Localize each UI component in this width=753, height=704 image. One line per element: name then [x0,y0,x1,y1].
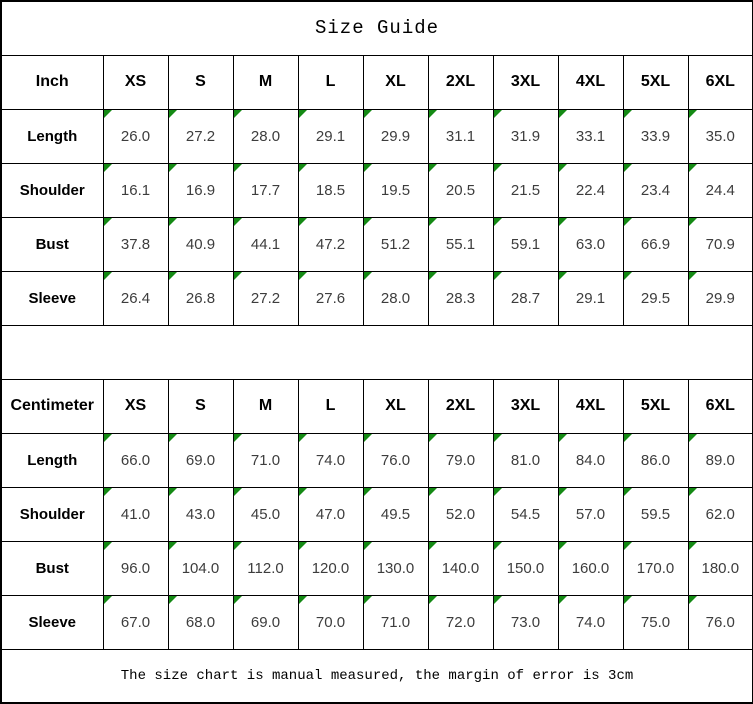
comment-marker-icon [624,272,632,280]
measurement-value: 73.0 [510,613,541,631]
comment-marker-icon [494,272,502,280]
comment-marker-icon [494,164,502,172]
measurement-value: 16.9 [185,181,216,199]
comment-marker-icon [429,272,437,280]
measurement-cell [428,271,493,325]
size-column-header-4xl: 4XL [558,55,623,109]
measurement-cell [168,595,233,649]
comment-marker-icon [494,596,502,604]
measurement-cell [233,109,298,163]
comment-marker-icon [559,488,567,496]
comment-marker-icon [299,434,307,442]
measurement-cell [103,271,168,325]
comment-marker-icon [299,218,307,226]
comment-marker-icon [104,164,112,172]
measurement-value: 41.0 [120,505,151,523]
measurement-cell [168,541,233,595]
measurement-value: 76.0 [705,613,735,631]
measurement-value: 20.5 [445,181,476,199]
size-column-header-2xl: 2XL [428,379,493,433]
measurement-value: 84.0 [575,451,606,469]
centimeter-table-section [1,379,753,649]
measurement-cell [558,433,623,487]
measurement-cell [623,541,688,595]
size-column-header-5xl: 5XL [623,379,688,433]
measurement-cell [233,541,298,595]
comment-marker-icon [104,542,112,550]
measurement-cell [493,217,558,271]
measurement-value: 26.4 [120,289,151,307]
measurement-cell [363,487,428,541]
comment-marker-icon [364,272,372,280]
measurement-value: 47.0 [315,505,346,523]
measurement-value: 23.4 [640,181,671,199]
measure-row-label: Length [1,109,103,163]
comment-marker-icon [494,434,502,442]
size-column-header-m: M [233,55,298,109]
comment-marker-icon [689,218,697,226]
measurement-cell [233,217,298,271]
measurement-value: 40.9 [185,235,216,253]
measure-row-label: Shoulder [1,163,103,217]
comment-marker-icon [169,110,177,118]
measurement-cell [363,271,428,325]
measurement-value: 57.0 [575,505,606,523]
measurement-cell [688,271,753,325]
measurement-row-sleeve [1,271,753,325]
measurement-cell [623,271,688,325]
comment-marker-icon [234,488,242,496]
measurement-value: 29.9 [705,289,735,307]
size-column-header-4xl: 4XL [558,379,623,433]
measurement-value: 54.5 [510,505,541,523]
measurement-value: 27.2 [185,127,216,145]
measurement-cell [428,595,493,649]
comment-marker-icon [104,110,112,118]
size-column-header-6xl: 6XL [688,55,753,109]
measurement-value: 33.9 [640,127,671,145]
measurement-cell [298,217,363,271]
comment-marker-icon [169,218,177,226]
measurement-cell [168,163,233,217]
measurement-row-length [1,109,753,163]
measurement-cell [298,487,363,541]
measurement-value: 22.4 [575,181,606,199]
measurement-cell [233,163,298,217]
measurement-value: 69.0 [250,613,281,631]
comment-marker-icon [559,542,567,550]
spacer-row [1,325,753,379]
measurement-value: 52.0 [445,505,476,523]
measurement-value: 104.0 [181,559,220,577]
measurement-cell [103,487,168,541]
measurement-cell [103,595,168,649]
measurement-value: 59.5 [640,505,671,523]
measurement-value: 66.9 [640,235,671,253]
measurement-cell [688,487,753,541]
measurement-cell [623,109,688,163]
measurement-value: 51.2 [380,235,411,253]
measurement-value: 29.1 [575,289,606,307]
measurement-value: 74.0 [315,451,346,469]
comment-marker-icon [104,596,112,604]
measurement-cell [168,109,233,163]
measurement-cell [688,595,753,649]
measurement-cell [168,487,233,541]
measurement-value: 59.1 [510,235,541,253]
comment-marker-icon [364,596,372,604]
measurement-cell [298,109,363,163]
measurement-value: 55.1 [445,235,476,253]
measurement-value: 28.0 [250,127,281,145]
measurement-value: 140.0 [441,559,480,577]
measurement-value: 68.0 [185,613,216,631]
measurement-value: 43.0 [185,505,216,523]
measurement-value: 67.0 [120,613,151,631]
measurement-cell [428,217,493,271]
comment-marker-icon [169,488,177,496]
measurement-cell [363,595,428,649]
comment-marker-icon [494,110,502,118]
comment-marker-icon [429,110,437,118]
measurement-row-sleeve [1,595,753,649]
size-column-header-s: S [168,379,233,433]
measurement-row-bust [1,541,753,595]
unit-label: Inch [1,55,103,109]
measurement-value: 21.5 [510,181,541,199]
comment-marker-icon [234,110,242,118]
measurement-value: 75.0 [640,613,671,631]
measurement-cell [493,109,558,163]
size-column-header-3xl: 3XL [493,379,558,433]
measurement-cell [103,433,168,487]
size-header-row [1,379,753,433]
comment-marker-icon [104,488,112,496]
comment-marker-icon [494,488,502,496]
size-column-header-xl: XL [363,55,428,109]
measurement-cell [363,433,428,487]
measurement-value: 72.0 [445,613,476,631]
size-column-header-l: L [298,379,363,433]
measurement-value: 79.0 [445,451,476,469]
measurement-value: 150.0 [506,559,545,577]
measurement-value: 31.9 [510,127,541,145]
measurement-value: 63.0 [575,235,606,253]
measurement-value: 31.1 [445,127,476,145]
comment-marker-icon [299,164,307,172]
measurement-cell [558,541,623,595]
measure-row-label: Bust [1,541,103,595]
comment-marker-icon [234,542,242,550]
measurement-cell [298,271,363,325]
comment-marker-icon [169,164,177,172]
page-title: Size Guide [1,1,753,55]
measurement-cell [103,541,168,595]
measurement-cell [493,595,558,649]
comment-marker-icon [104,434,112,442]
comment-marker-icon [559,272,567,280]
measurement-value: 69.0 [185,451,216,469]
spacer-cell [1,325,753,379]
measurement-value: 130.0 [376,559,415,577]
comment-marker-icon [689,110,697,118]
measurement-cell [363,109,428,163]
comment-marker-icon [364,542,372,550]
size-column-header-xs: XS [103,379,168,433]
measurement-cell [493,487,558,541]
measurement-value: 62.0 [705,505,735,523]
comment-marker-icon [234,218,242,226]
measurement-value: 33.1 [575,127,606,145]
size-column-header-6xl: 6XL [688,379,753,433]
measurement-value: 26.0 [120,127,151,145]
comment-marker-icon [169,596,177,604]
comment-marker-icon [624,164,632,172]
unit-label: Centimeter [1,379,103,433]
measurement-cell [428,487,493,541]
measurement-value: 37.8 [120,235,151,253]
measurement-cell [298,595,363,649]
comment-marker-icon [299,596,307,604]
measurement-cell [428,163,493,217]
measurement-value: 96.0 [120,559,151,577]
comment-marker-icon [169,542,177,550]
size-column-header-xl: XL [363,379,428,433]
measurement-cell [428,433,493,487]
measurement-value: 27.6 [315,289,346,307]
size-column-header-3xl: 3XL [493,55,558,109]
measurement-row-length [1,433,753,487]
measurement-value: 44.1 [250,235,281,253]
measurement-value: 86.0 [640,451,671,469]
comment-marker-icon [234,164,242,172]
measurement-cell [428,541,493,595]
measurement-cell [363,541,428,595]
comment-marker-icon [299,110,307,118]
measurement-cell [233,595,298,649]
measurement-cell [233,433,298,487]
footer-row [1,649,753,703]
comment-marker-icon [689,596,697,604]
comment-marker-icon [689,542,697,550]
comment-marker-icon [689,488,697,496]
measurement-cell [558,163,623,217]
size-column-header-l: L [298,55,363,109]
measurement-value: 47.2 [315,235,346,253]
comment-marker-icon [364,110,372,118]
measurement-value: 45.0 [250,505,281,523]
measurement-value: 16.1 [120,181,151,199]
measurement-cell [493,163,558,217]
measurement-cell [298,541,363,595]
size-column-header-m: M [233,379,298,433]
measurement-cell [558,109,623,163]
footer-note: The size chart is manual measured, the margin of error is 3cm [1,649,753,703]
measurement-value: 66.0 [120,451,151,469]
measurement-cell [688,433,753,487]
comment-marker-icon [299,272,307,280]
measurement-value: 27.2 [250,289,281,307]
comment-marker-icon [169,272,177,280]
measurement-value: 18.5 [315,181,346,199]
measurement-cell [363,163,428,217]
measurement-cell [688,541,753,595]
measurement-cell [688,217,753,271]
comment-marker-icon [234,434,242,442]
comment-marker-icon [299,542,307,550]
comment-marker-icon [234,272,242,280]
title-row [1,1,753,55]
comment-marker-icon [624,596,632,604]
measurement-cell [298,163,363,217]
measurement-value: 24.4 [705,181,735,199]
comment-marker-icon [429,488,437,496]
measurement-value: 35.0 [705,127,735,145]
measure-row-label: Shoulder [1,487,103,541]
measurement-value: 28.3 [445,289,476,307]
comment-marker-icon [689,164,697,172]
measurement-value: 49.5 [380,505,411,523]
comment-marker-icon [364,218,372,226]
measurement-row-shoulder [1,487,753,541]
measurement-cell [493,541,558,595]
comment-marker-icon [429,434,437,442]
comment-marker-icon [429,164,437,172]
measurement-value: 74.0 [575,613,606,631]
comment-marker-icon [169,434,177,442]
size-column-header-xs: XS [103,55,168,109]
measurement-value: 29.5 [640,289,671,307]
size-column-header-5xl: 5XL [623,55,688,109]
measurement-value: 17.7 [250,181,281,199]
measurement-value: 19.5 [380,181,411,199]
comment-marker-icon [689,434,697,442]
measurement-value: 26.8 [185,289,216,307]
measurement-value: 70.9 [705,235,735,253]
measurement-cell [428,109,493,163]
measurement-cell [688,163,753,217]
measure-row-label: Sleeve [1,271,103,325]
measure-row-label: Length [1,433,103,487]
comment-marker-icon [624,488,632,496]
size-column-header-s: S [168,55,233,109]
comment-marker-icon [104,272,112,280]
measurement-value: 160.0 [571,559,610,577]
measurement-cell [103,109,168,163]
measurement-cell [623,595,688,649]
comment-marker-icon [364,434,372,442]
measurement-value: 71.0 [250,451,281,469]
measurement-cell [688,109,753,163]
inch-table-section [1,55,753,325]
measurement-value: 71.0 [380,613,411,631]
measurement-cell [168,433,233,487]
measurement-cell [623,487,688,541]
comment-marker-icon [299,488,307,496]
measurement-value: 28.0 [380,289,411,307]
measurement-cell [168,271,233,325]
measurement-cell [233,487,298,541]
measurement-value: 180.0 [701,559,740,577]
measurement-value: 112.0 [247,559,284,577]
measurement-value: 70.0 [315,613,346,631]
size-column-header-2xl: 2XL [428,55,493,109]
measurement-cell [558,271,623,325]
comment-marker-icon [494,542,502,550]
measurement-cell [168,217,233,271]
measurement-row-bust [1,217,753,271]
measurement-cell [298,433,363,487]
comment-marker-icon [364,488,372,496]
comment-marker-icon [559,434,567,442]
measurement-cell [493,433,558,487]
measurement-cell [623,217,688,271]
measurement-value: 76.0 [380,451,411,469]
measurement-cell [363,217,428,271]
comment-marker-icon [624,218,632,226]
comment-marker-icon [429,542,437,550]
comment-marker-icon [624,434,632,442]
measure-row-label: Sleeve [1,595,103,649]
measurement-cell [558,217,623,271]
comment-marker-icon [364,164,372,172]
comment-marker-icon [104,218,112,226]
comment-marker-icon [234,596,242,604]
measurement-cell [623,163,688,217]
measurement-value: 29.9 [380,127,411,145]
measurement-cell [493,271,558,325]
measurement-value: 28.7 [510,289,541,307]
comment-marker-icon [429,596,437,604]
comment-marker-icon [689,272,697,280]
comment-marker-icon [429,218,437,226]
comment-marker-icon [624,542,632,550]
measurement-value: 29.1 [315,127,346,145]
comment-marker-icon [624,110,632,118]
measurement-cell [558,595,623,649]
measurement-value: 81.0 [510,451,541,469]
size-header-row [1,55,753,109]
measure-row-label: Bust [1,217,103,271]
measurement-value: 170.0 [636,559,675,577]
comment-marker-icon [559,218,567,226]
measurement-value: 89.0 [705,451,735,469]
measurement-cell [103,217,168,271]
comment-marker-icon [559,164,567,172]
comment-marker-icon [559,110,567,118]
comment-marker-icon [559,596,567,604]
comment-marker-icon [494,218,502,226]
measurement-value: 120.0 [311,559,350,577]
measurement-row-shoulder [1,163,753,217]
measurement-cell [558,487,623,541]
measurement-cell [623,433,688,487]
measurement-cell [103,163,168,217]
measurement-cell [233,271,298,325]
